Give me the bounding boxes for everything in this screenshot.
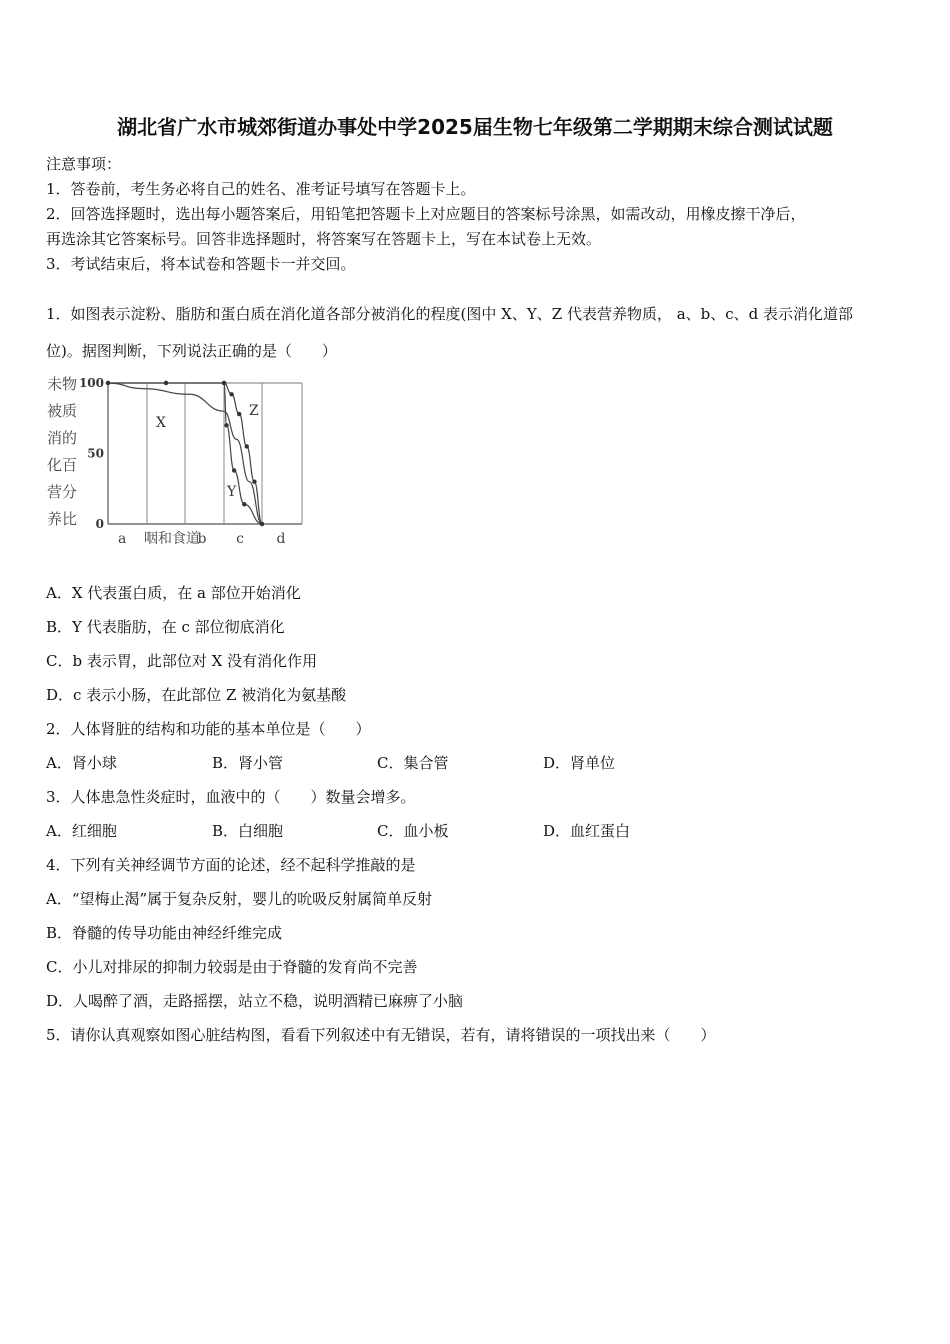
q2-stem: 2．人体肾脏的结构和功能的基本单位是（ ） (46, 720, 371, 738)
y-tick-label: 50 (87, 446, 104, 461)
digestion-chart-svg (44, 369, 314, 554)
q2-option-a[interactable]: A．肾小球 (46, 754, 117, 772)
y-tick-label: 0 (95, 517, 104, 531)
x-region-label: a (118, 531, 127, 547)
q1-option-d[interactable]: D．c 表示小肠，在此部位 Z 被消化为氨基酸 (46, 686, 347, 704)
series-Z-point (260, 522, 264, 526)
q4-option-a[interactable]: A．“望梅止渴”属于复杂反射，婴儿的吮吸反射属简单反射 (46, 890, 433, 908)
y-ticks (79, 376, 104, 531)
page-title: 湖北省广水市城郊街道办事处中学2025届生物七年级第二学期期末综合测试试题 (117, 115, 833, 139)
q4-stem: 4．下列有关神经调节方面的论述，经不起科学推敲的是 (46, 856, 416, 874)
q1-stem-line2: 位)。据图判断，下列说法正确的是（ ） (46, 342, 337, 360)
q3-option-c[interactable]: C．血小板 (377, 822, 449, 840)
q3-option-b[interactable]: B．白细胞 (212, 822, 284, 840)
series-Z-point (229, 392, 233, 396)
q1-option-a[interactable]: A．X 代表蛋白质，在 a 部位开始消化 (46, 584, 301, 602)
x-region-label: b (197, 531, 207, 547)
q3-option-a[interactable]: A．红细胞 (46, 822, 117, 840)
q1-option-b[interactable]: B．Y 代表脂肪，在 c 部位彻底消化 (46, 618, 285, 636)
y-label-part: 消的 (47, 429, 78, 447)
digestion-chart (44, 369, 314, 554)
q3-option-d[interactable]: D．血红蛋白 (543, 822, 631, 840)
series-X-label: X (156, 415, 166, 431)
series-Y-point (232, 468, 236, 472)
series-Z-point (237, 412, 241, 416)
series-Z-point (222, 381, 226, 385)
series-Z-point (164, 381, 168, 385)
notes-heading: 注意事项： (46, 155, 122, 173)
q2-option-c[interactable]: C．集合管 (377, 754, 449, 772)
y-label-part: 养比 (47, 510, 78, 528)
notes-item-2: 2．回答选择题时，选出每小题答案后，用铅笔把答题卡上对应题目的答案标号涂黑，如需改动，用橡皮擦干净后， (46, 205, 806, 223)
y-axis-label (47, 375, 77, 528)
series-Y-label: Y (227, 484, 237, 500)
y-label-part: 未物 (47, 375, 78, 393)
series-Z-point (106, 381, 110, 385)
notes-item-2-cont: 再选涂其它答案标号。回答非选择题时，将答案写在答题卡上，写在本试卷上无效。 (46, 230, 602, 248)
x-region-labels (118, 531, 286, 547)
chart-frame (108, 383, 302, 524)
y-tick-label: 100 (78, 376, 104, 390)
notes-item-3: 3．考试结束后，将本试卷和答题卡一并交回。 (46, 255, 356, 273)
q4-option-c[interactable]: C．小儿对排尿的抑制力较弱是由于脊髓的发育尚不完善 (46, 958, 418, 976)
series-Y-point (224, 423, 228, 427)
y-label-part: 营分 (47, 483, 78, 501)
x-region-label: d (276, 531, 286, 547)
series-Y-point (242, 502, 246, 506)
q1-option-c[interactable]: C．b 表示胃，此部位对 X 没有消化作用 (46, 652, 318, 670)
q5-stem: 5．请你认真观察如图心脏结构图，看看下列叙述中有无错误，若有，请将错误的一项找出来（ ） (46, 1026, 716, 1044)
q3-stem: 3．人体患急性炎症时，血液中的（ ）数量会增多。 (46, 788, 416, 806)
q2-option-b[interactable]: B．肾小管 (212, 754, 284, 772)
q1-stem-line1: 1．如图表示淀粉、脂肪和蛋白质在消化道各部分被消化的程度(图中 X、Y、Z 代表营养物质， a、b、c、d 表示消化道部 (46, 305, 854, 323)
x-region-label: c (236, 531, 244, 547)
y-label-part: 被质 (47, 402, 78, 420)
y-label-part: 化百 (47, 456, 78, 474)
series-Z-point (252, 480, 256, 484)
q4-option-d[interactable]: D．人喝醉了酒，走路摇摆，站立不稳，说明酒精已麻痹了小脑 (46, 992, 464, 1010)
q2-option-d[interactable]: D．肾单位 (543, 754, 616, 772)
notes-item-1: 1．答卷前，考生务必将自己的姓名、准考证号填写在答题卡上。 (46, 180, 476, 198)
x-region-label: 咽和食道 (144, 531, 200, 547)
series-Z-point (245, 444, 249, 448)
series-Z-label: Z (249, 403, 259, 419)
q4-option-b[interactable]: B．脊髓的传导功能由神经纤维完成 (46, 924, 283, 942)
